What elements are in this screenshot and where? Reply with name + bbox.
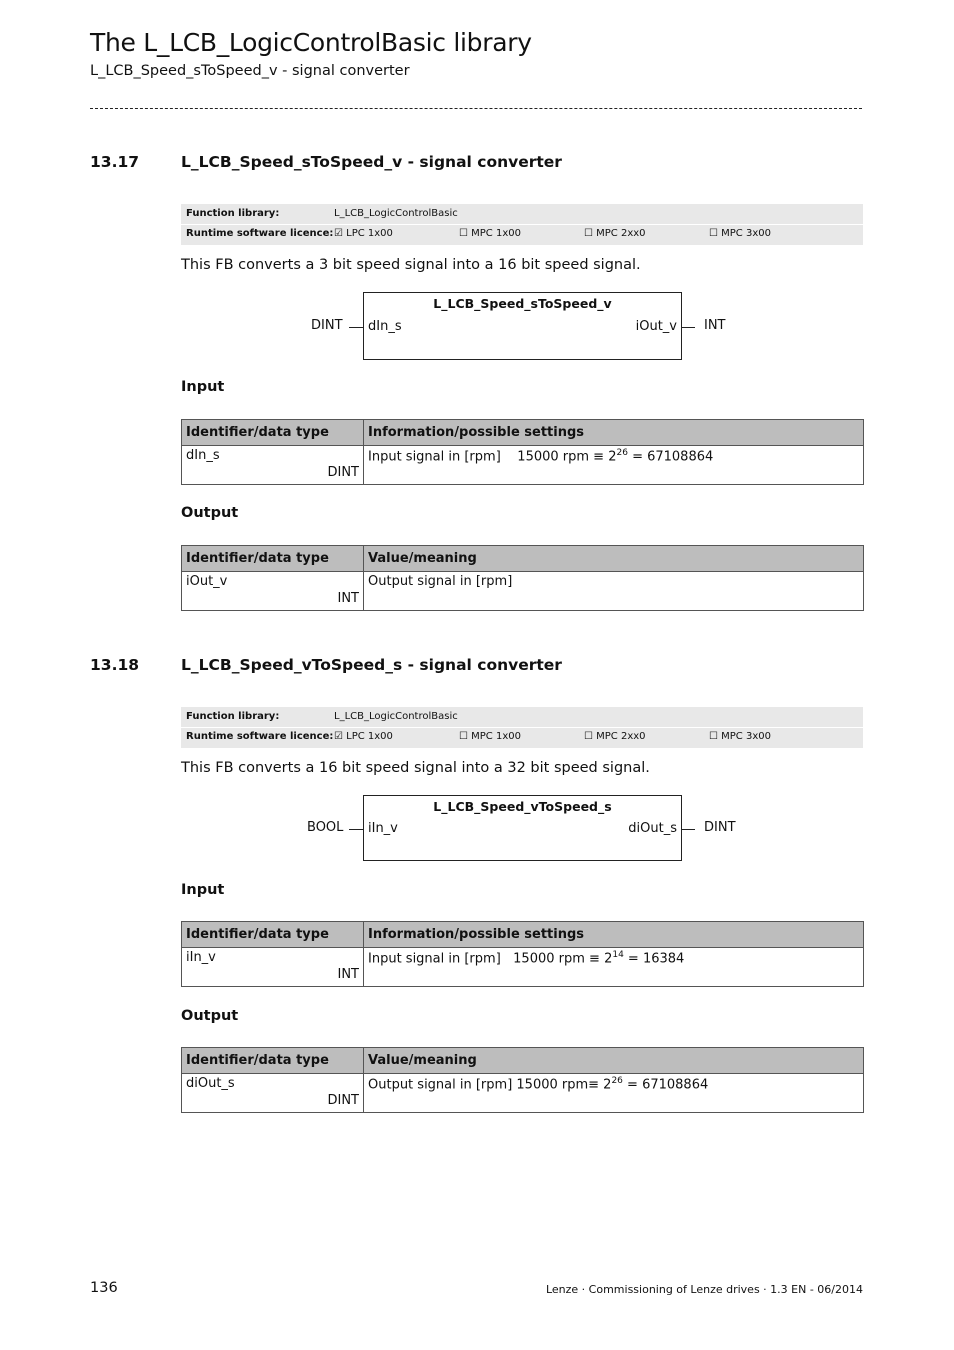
info-text	[368, 446, 859, 464]
table-header: Information/possible settings	[364, 922, 864, 948]
section-title: L_LCB_Speed_sToSpeed_v - signal converter	[181, 153, 562, 171]
footer-text: Lenze · Commissioning of Lenze drives · 1.3 EN - 06/2014	[545, 1283, 863, 1296]
header-divider	[90, 108, 862, 110]
data-type: DINT	[327, 465, 359, 480]
output-table	[181, 545, 864, 611]
function-block	[363, 795, 682, 861]
exponent: 14	[612, 950, 624, 960]
fb-name: L_LCB_Speed_vToSpeed_s	[433, 799, 612, 814]
fb-input-type: DINT	[311, 318, 343, 333]
licence-option-mpc1x00: ☐ MPC 1x00	[459, 228, 521, 239]
info-text	[368, 1074, 859, 1092]
input-table	[181, 921, 864, 987]
identifier: iOut_v	[186, 574, 228, 589]
table-row	[182, 1074, 864, 1113]
input-table	[181, 419, 864, 485]
data-type: INT	[337, 591, 359, 606]
table-row	[182, 572, 864, 611]
licence-label: Runtime software licence:	[186, 731, 334, 742]
fb-output-wire	[681, 327, 695, 328]
table-header: Information/possible settings	[364, 420, 864, 446]
licence-option-lpc1x00: ☑ LPC 1x00	[334, 228, 393, 239]
function-library-value: L_LCB_LogicControlBasic	[334, 208, 458, 219]
licence-option-mpc3x00: ☐ MPC 3x00	[709, 731, 771, 742]
licence-option-mpc2xx0: ☐ MPC 2xx0	[584, 228, 646, 239]
table-header: Value/meaning	[364, 546, 864, 572]
identifier: diOut_s	[186, 1076, 235, 1091]
section-title: L_LCB_Speed_vToSpeed_s - signal converter	[181, 656, 562, 674]
table-header: Value/meaning	[364, 1048, 864, 1074]
section-number: 13.18	[90, 656, 140, 674]
function-block	[363, 292, 682, 360]
data-type: DINT	[327, 1093, 359, 1108]
fb-input-wire	[349, 327, 363, 328]
fb-name: L_LCB_Speed_sToSpeed_v	[433, 296, 612, 311]
identifier: dIn_s	[186, 448, 220, 463]
fb-input-type: BOOL	[307, 820, 344, 835]
info-text-post: = 67108864	[627, 449, 714, 465]
exponent: 26	[616, 448, 628, 458]
info-text: Output signal in [rpm]	[368, 574, 513, 589]
output-table	[181, 1047, 864, 1113]
licence-option-mpc1x00: ☐ MPC 1x00	[459, 731, 521, 742]
info-text-pre: Output signal in [rpm] 15000 rpm≡ 2	[368, 1077, 612, 1093]
page-number: 136	[90, 1280, 118, 1296]
function-library-label: Function library:	[186, 711, 280, 722]
table-header: Identifier/data type	[182, 922, 364, 948]
page-title: The L_LCB_LogicControlBasic library	[90, 28, 532, 57]
fb-input-pin: dIn_s	[368, 319, 402, 334]
fb-output-wire	[681, 829, 695, 830]
table-row	[182, 948, 864, 987]
library-info-box	[181, 204, 863, 245]
licence-option-lpc1x00: ☑ LPC 1x00	[334, 731, 393, 742]
exponent: 26	[611, 1076, 623, 1086]
library-info-box	[181, 707, 863, 748]
table-header: Identifier/data type	[182, 420, 364, 446]
fb-output-type: INT	[704, 318, 726, 333]
info-text-post: = 67108864	[622, 1077, 709, 1093]
fb-output-pin: iOut_v	[635, 319, 677, 334]
info-text-post: = 16384	[623, 951, 685, 967]
table-row	[182, 446, 864, 485]
fb-description: This FB converts a 16 bit speed signal into a 32 bit speed signal.	[181, 760, 650, 776]
info-text	[368, 948, 859, 966]
info-text-pre: Input signal in [rpm] 15000 rpm ≡ 2	[368, 951, 613, 967]
table-header: Identifier/data type	[182, 546, 364, 572]
fb-input-pin: iIn_v	[368, 821, 398, 836]
output-heading: Output	[181, 1008, 239, 1024]
function-library-value: L_LCB_LogicControlBasic	[334, 711, 458, 722]
input-heading: Input	[181, 379, 225, 395]
info-text-pre: Input signal in [rpm] 15000 rpm ≡ 2	[368, 449, 617, 465]
output-heading: Output	[181, 505, 239, 521]
identifier: iIn_v	[186, 950, 216, 965]
data-type: INT	[337, 967, 359, 982]
licence-option-mpc2xx0: ☐ MPC 2xx0	[584, 731, 646, 742]
fb-input-wire	[349, 829, 363, 830]
fb-output-type: DINT	[704, 820, 736, 835]
section-number: 13.17	[90, 153, 140, 171]
fb-description: This FB converts a 3 bit speed signal into a 16 bit speed signal.	[181, 257, 641, 273]
function-library-label: Function library:	[186, 208, 280, 219]
licence-label: Runtime software licence:	[186, 228, 334, 239]
fb-output-pin: diOut_s	[628, 821, 677, 836]
page-subtitle: L_LCB_Speed_sToSpeed_v - signal converter	[90, 63, 410, 79]
input-heading: Input	[181, 882, 225, 898]
table-header: Identifier/data type	[182, 1048, 364, 1074]
licence-option-mpc3x00: ☐ MPC 3x00	[709, 228, 771, 239]
